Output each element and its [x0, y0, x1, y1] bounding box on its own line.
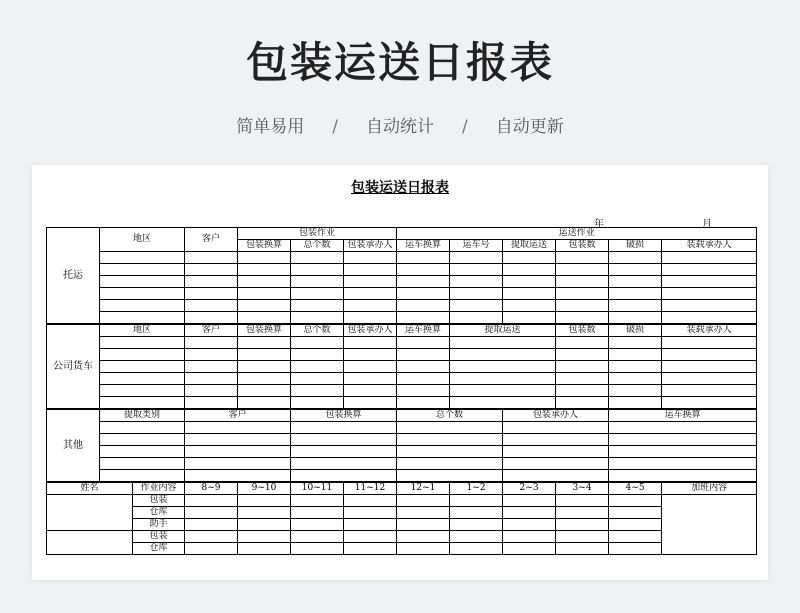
table-cell[interactable] [609, 458, 757, 470]
table-cell[interactable] [238, 531, 291, 543]
table-cell[interactable] [609, 300, 662, 312]
table-row [47, 397, 757, 410]
table-cell[interactable] [397, 458, 503, 470]
table-row [47, 312, 757, 325]
table-cell[interactable] [185, 531, 238, 543]
col-header: 包装承办人 [344, 324, 397, 337]
table-cell[interactable] [291, 470, 397, 483]
table-cell[interactable] [100, 422, 185, 434]
col-header-overtime: 加班内容 [662, 482, 757, 495]
overtime-cell[interactable] [662, 495, 757, 555]
table-cell[interactable] [185, 337, 238, 349]
table-cell[interactable] [291, 458, 397, 470]
table-cell[interactable] [100, 373, 185, 385]
table-cell[interactable] [344, 385, 397, 397]
table-row [47, 519, 757, 531]
table-cell[interactable] [397, 264, 450, 276]
table-cell[interactable] [556, 495, 609, 507]
table-cell[interactable] [238, 397, 291, 410]
table-row [47, 276, 757, 288]
table-cell[interactable] [291, 495, 344, 507]
table-cell[interactable] [503, 422, 609, 434]
table-cell[interactable] [503, 264, 556, 276]
table-cell[interactable] [185, 312, 238, 325]
col-header: 破损 [609, 240, 662, 252]
col-header: 包装换算 [291, 409, 397, 422]
col-header: 包装数 [556, 240, 609, 252]
table-cell[interactable] [397, 300, 450, 312]
table-cell[interactable] [238, 252, 291, 264]
table-cell[interactable] [344, 397, 397, 410]
table-cell[interactable] [238, 276, 291, 288]
table-cell[interactable] [100, 337, 185, 349]
table-cell[interactable] [397, 422, 503, 434]
table-cell[interactable] [185, 422, 291, 434]
time-slot-header: 8~9 [185, 482, 238, 495]
table-cell[interactable] [185, 300, 238, 312]
table-row [47, 373, 757, 385]
table-cell[interactable] [344, 507, 397, 519]
table-cell[interactable] [609, 397, 662, 410]
table-cell[interactable] [344, 264, 397, 276]
table-cell[interactable] [185, 288, 238, 300]
table-cell[interactable] [344, 312, 397, 325]
table-cell[interactable] [609, 434, 757, 446]
table-cell[interactable] [450, 507, 503, 519]
table-cell[interactable] [291, 519, 344, 531]
table-cell[interactable] [609, 349, 662, 361]
table-cell[interactable] [503, 446, 609, 458]
table-cell[interactable] [662, 397, 757, 410]
tuoyun-group-header [47, 228, 757, 240]
table-cell[interactable] [503, 458, 609, 470]
table-cell[interactable] [556, 312, 609, 325]
table-cell[interactable] [185, 543, 238, 555]
table-cell[interactable] [291, 543, 344, 555]
table-cell[interactable] [556, 543, 609, 555]
table-cell[interactable] [238, 507, 291, 519]
table-cell[interactable] [185, 495, 238, 507]
table-cell[interactable] [397, 519, 450, 531]
table-cell[interactable] [609, 264, 662, 276]
table-cell[interactable] [100, 397, 185, 410]
table-cell[interactable] [397, 495, 450, 507]
table-cell[interactable] [450, 385, 556, 397]
table-cell[interactable] [450, 373, 556, 385]
col-header: 客户 [185, 228, 238, 252]
table-row [47, 434, 757, 446]
table-cell[interactable] [556, 385, 609, 397]
table-cell[interactable] [397, 252, 450, 264]
col-header: 总个数 [291, 240, 344, 252]
table-cell[interactable] [291, 397, 344, 410]
table-cell[interactable] [450, 337, 556, 349]
table-cell[interactable] [291, 300, 344, 312]
table-cell[interactable] [662, 385, 757, 397]
time-slot-header: 3~4 [556, 482, 609, 495]
table-cell[interactable] [185, 349, 238, 361]
table-cell[interactable] [291, 264, 344, 276]
task-label: 助手 [133, 519, 185, 531]
table-row [47, 507, 757, 519]
table-cell[interactable] [397, 470, 503, 483]
table-cell[interactable] [662, 276, 757, 288]
table-cell[interactable] [503, 288, 556, 300]
table-cell[interactable] [609, 361, 662, 373]
col-header: 包装换算 [238, 324, 291, 337]
col-header: 运车号 [450, 240, 503, 252]
table-row [47, 361, 757, 373]
table-cell[interactable] [100, 446, 185, 458]
table-cell[interactable] [609, 507, 662, 519]
table-cell[interactable] [556, 531, 609, 543]
table-cell[interactable] [397, 446, 503, 458]
table-row [47, 337, 757, 349]
table-cell[interactable] [238, 361, 291, 373]
table-cell[interactable] [185, 252, 238, 264]
table-cell[interactable] [291, 446, 397, 458]
table-cell[interactable] [185, 385, 238, 397]
name-cell[interactable] [47, 495, 133, 531]
table-cell[interactable] [100, 288, 185, 300]
report-table [46, 227, 757, 555]
tag-separator: / [332, 117, 338, 137]
table-cell[interactable] [291, 385, 344, 397]
table-cell[interactable] [503, 519, 556, 531]
year-label: 年 [594, 219, 604, 230]
table-cell[interactable] [238, 264, 291, 276]
table-cell[interactable] [450, 495, 503, 507]
table-cell[interactable] [397, 543, 450, 555]
table-cell[interactable] [556, 264, 609, 276]
table-cell[interactable] [291, 361, 344, 373]
section-label-tuoyun: 托运 [47, 228, 100, 325]
table-cell[interactable] [100, 470, 185, 483]
table-cell[interactable] [238, 337, 291, 349]
table-cell[interactable] [609, 446, 757, 458]
table-cell[interactable] [185, 264, 238, 276]
table-cell[interactable] [503, 495, 556, 507]
name-cell[interactable] [47, 531, 133, 555]
table-cell[interactable] [662, 312, 757, 325]
table-cell[interactable] [609, 470, 757, 483]
table-cell[interactable] [450, 531, 503, 543]
table-cell[interactable] [662, 349, 757, 361]
col-header: 包装数 [556, 324, 609, 337]
col-header: 提取类别 [100, 409, 185, 422]
month-label: 月 [702, 219, 712, 230]
table-cell[interactable] [609, 543, 662, 555]
table-cell[interactable] [450, 543, 503, 555]
table-cell[interactable] [609, 288, 662, 300]
feature-tag: 自动统计 [366, 117, 434, 137]
table-cell[interactable] [556, 288, 609, 300]
col-header: 运车换算 [397, 324, 450, 337]
table-cell[interactable] [397, 276, 450, 288]
table-cell[interactable] [344, 276, 397, 288]
table-cell[interactable] [609, 385, 662, 397]
col-header-name: 姓名 [47, 482, 133, 495]
group-header-transport: 运送作业 [397, 228, 757, 240]
table-cell[interactable] [556, 349, 609, 361]
table-cell[interactable] [556, 337, 609, 349]
table-cell[interactable] [100, 434, 185, 446]
table-cell[interactable] [185, 458, 291, 470]
table-cell[interactable] [556, 507, 609, 519]
task-label: 包装 [133, 531, 185, 543]
task-label: 仓库 [133, 543, 185, 555]
feature-tags [0, 112, 800, 137]
col-header: 提取运送 [450, 324, 556, 337]
table-cell[interactable] [556, 300, 609, 312]
table-cell[interactable] [556, 276, 609, 288]
table-cell[interactable] [503, 312, 556, 325]
table-cell[interactable] [662, 252, 757, 264]
table-cell[interactable] [185, 276, 238, 288]
time-slot-header: 2~3 [503, 482, 556, 495]
section-label-other: 其他 [47, 409, 100, 482]
table-cell[interactable] [344, 288, 397, 300]
table-cell[interactable] [238, 519, 291, 531]
table-cell[interactable] [291, 373, 344, 385]
page-title: 包装运送日报表 [245, 38, 554, 87]
col-header: 包装换算 [238, 240, 291, 252]
table-cell[interactable] [238, 495, 291, 507]
table-cell[interactable] [291, 337, 344, 349]
table-cell[interactable] [238, 543, 291, 555]
col-header: 包装承办人 [344, 240, 397, 252]
col-header: 客户 [185, 324, 238, 337]
table-cell[interactable] [609, 495, 662, 507]
table-cell[interactable] [397, 385, 450, 397]
table-cell[interactable] [397, 434, 503, 446]
table-cell[interactable] [556, 361, 609, 373]
table-cell[interactable] [185, 470, 291, 483]
col-header: 总个数 [291, 324, 344, 337]
col-header: 装载承办人 [662, 324, 757, 337]
table-cell[interactable] [344, 300, 397, 312]
table-cell[interactable] [450, 252, 503, 264]
time-slot-header: 4~5 [609, 482, 662, 495]
table-cell[interactable] [450, 361, 556, 373]
table-cell[interactable] [609, 519, 662, 531]
table-cell[interactable] [503, 543, 556, 555]
table-cell[interactable] [291, 349, 344, 361]
table-cell[interactable] [397, 507, 450, 519]
table-cell[interactable] [291, 531, 344, 543]
table-cell[interactable] [397, 349, 450, 361]
col-header: 提取运送 [503, 240, 556, 252]
col-header: 客户 [185, 409, 291, 422]
feature-tag: 简单易用 [236, 117, 305, 137]
table-row [47, 422, 757, 434]
table-cell[interactable] [503, 470, 609, 483]
table-cell[interactable] [291, 507, 344, 519]
table-cell[interactable] [344, 361, 397, 373]
table-row [47, 252, 757, 264]
table-cell[interactable] [503, 300, 556, 312]
col-header: 地区 [100, 228, 185, 252]
table-cell[interactable] [503, 434, 609, 446]
table-cell[interactable] [344, 373, 397, 385]
col-header: 包装承办人 [503, 409, 609, 422]
table-row [47, 458, 757, 470]
table-cell[interactable] [397, 397, 450, 410]
other-col-header-row [47, 409, 757, 422]
table-cell[interactable] [344, 495, 397, 507]
table-cell[interactable] [662, 337, 757, 349]
table-cell[interactable] [609, 422, 757, 434]
table-cell[interactable] [238, 300, 291, 312]
time-slot-header: 11~12 [344, 482, 397, 495]
table-cell[interactable] [185, 397, 238, 410]
section-label-company: 公司货车 [47, 324, 100, 409]
table-cell[interactable] [291, 276, 344, 288]
table-cell[interactable] [291, 252, 344, 264]
table-cell[interactable] [291, 288, 344, 300]
table-cell[interactable] [609, 337, 662, 349]
table-cell[interactable] [556, 373, 609, 385]
table-cell[interactable] [450, 312, 503, 325]
table-cell[interactable] [450, 300, 503, 312]
table-cell[interactable] [100, 361, 185, 373]
table-row [47, 446, 757, 458]
table-cell[interactable] [609, 531, 662, 543]
table-cell[interactable] [397, 361, 450, 373]
table-cell[interactable] [238, 288, 291, 300]
table-row [47, 385, 757, 397]
table-row [47, 495, 757, 507]
col-header: 破损 [609, 324, 662, 337]
table-cell[interactable] [556, 519, 609, 531]
table-cell[interactable] [503, 252, 556, 264]
table-cell[interactable] [450, 397, 556, 410]
table-row [47, 264, 757, 276]
table-cell[interactable] [450, 349, 556, 361]
table-cell[interactable] [609, 312, 662, 325]
table-cell[interactable] [100, 458, 185, 470]
table-row [47, 543, 757, 555]
table-cell[interactable] [556, 252, 609, 264]
table-cell[interactable] [609, 252, 662, 264]
time-slot-header: 9~10 [238, 482, 291, 495]
table-cell[interactable] [185, 519, 238, 531]
spreadsheet-preview [32, 165, 768, 580]
col-header: 装载承办人 [662, 240, 757, 252]
schedule-header-row [47, 482, 757, 495]
col-header: 运车换算 [397, 240, 450, 252]
table-cell[interactable] [503, 276, 556, 288]
table-cell[interactable] [238, 312, 291, 325]
table-cell[interactable] [291, 422, 397, 434]
table-cell[interactable] [344, 349, 397, 361]
table-cell[interactable] [450, 519, 503, 531]
time-slot-header: 10~11 [291, 482, 344, 495]
table-row [47, 531, 757, 543]
table-cell[interactable] [100, 349, 185, 361]
table-cell[interactable] [397, 373, 450, 385]
table-cell[interactable] [397, 337, 450, 349]
table-cell[interactable] [100, 312, 185, 325]
company-col-header-row [47, 324, 757, 337]
table-cell[interactable] [100, 385, 185, 397]
table-cell[interactable] [185, 434, 291, 446]
table-cell[interactable] [556, 397, 609, 410]
group-header-packing: 包装作业 [238, 228, 397, 240]
table-cell[interactable] [662, 361, 757, 373]
table-row [47, 349, 757, 361]
task-label: 包装 [133, 495, 185, 507]
table-cell[interactable] [185, 373, 238, 385]
table-cell[interactable] [291, 312, 344, 325]
table-cell[interactable] [238, 373, 291, 385]
table-cell[interactable] [662, 264, 757, 276]
time-slot-header: 1~2 [450, 482, 503, 495]
col-header: 总个数 [397, 409, 503, 422]
table-cell[interactable] [185, 361, 238, 373]
table-cell[interactable] [609, 276, 662, 288]
table-cell[interactable] [397, 312, 450, 325]
table-cell[interactable] [662, 373, 757, 385]
task-label: 仓库 [133, 507, 185, 519]
table-cell[interactable] [662, 288, 757, 300]
table-cell[interactable] [185, 507, 238, 519]
table-cell[interactable] [100, 276, 185, 288]
table-cell[interactable] [503, 507, 556, 519]
table-cell[interactable] [662, 300, 757, 312]
table-cell[interactable] [344, 519, 397, 531]
table-cell[interactable] [344, 337, 397, 349]
table-row [47, 288, 757, 300]
table-cell[interactable] [450, 288, 503, 300]
table-cell[interactable] [100, 252, 185, 264]
time-slot-header: 12~1 [397, 482, 450, 495]
feature-tag: 自动更新 [495, 117, 564, 137]
table-cell[interactable] [450, 276, 503, 288]
table-cell[interactable] [185, 446, 291, 458]
table-cell[interactable] [238, 385, 291, 397]
col-header-content: 作业内容 [133, 482, 185, 495]
table-cell[interactable] [503, 531, 556, 543]
table-cell[interactable] [291, 434, 397, 446]
table-row [47, 470, 757, 483]
table-row [47, 300, 757, 312]
table-cell[interactable] [609, 373, 662, 385]
table-cell[interactable] [100, 300, 185, 312]
table-cell[interactable] [397, 288, 450, 300]
table-cell[interactable] [100, 264, 185, 276]
table-cell[interactable] [450, 264, 503, 276]
table-cell[interactable] [397, 531, 450, 543]
table-cell[interactable] [238, 349, 291, 361]
col-header: 地区 [100, 324, 185, 337]
table-cell[interactable] [344, 531, 397, 543]
table-cell[interactable] [344, 252, 397, 264]
col-header: 运车换算 [609, 409, 757, 422]
sheet-title: 包装运送日报表 [351, 180, 449, 196]
table-cell[interactable] [344, 543, 397, 555]
tag-separator: / [462, 117, 468, 137]
